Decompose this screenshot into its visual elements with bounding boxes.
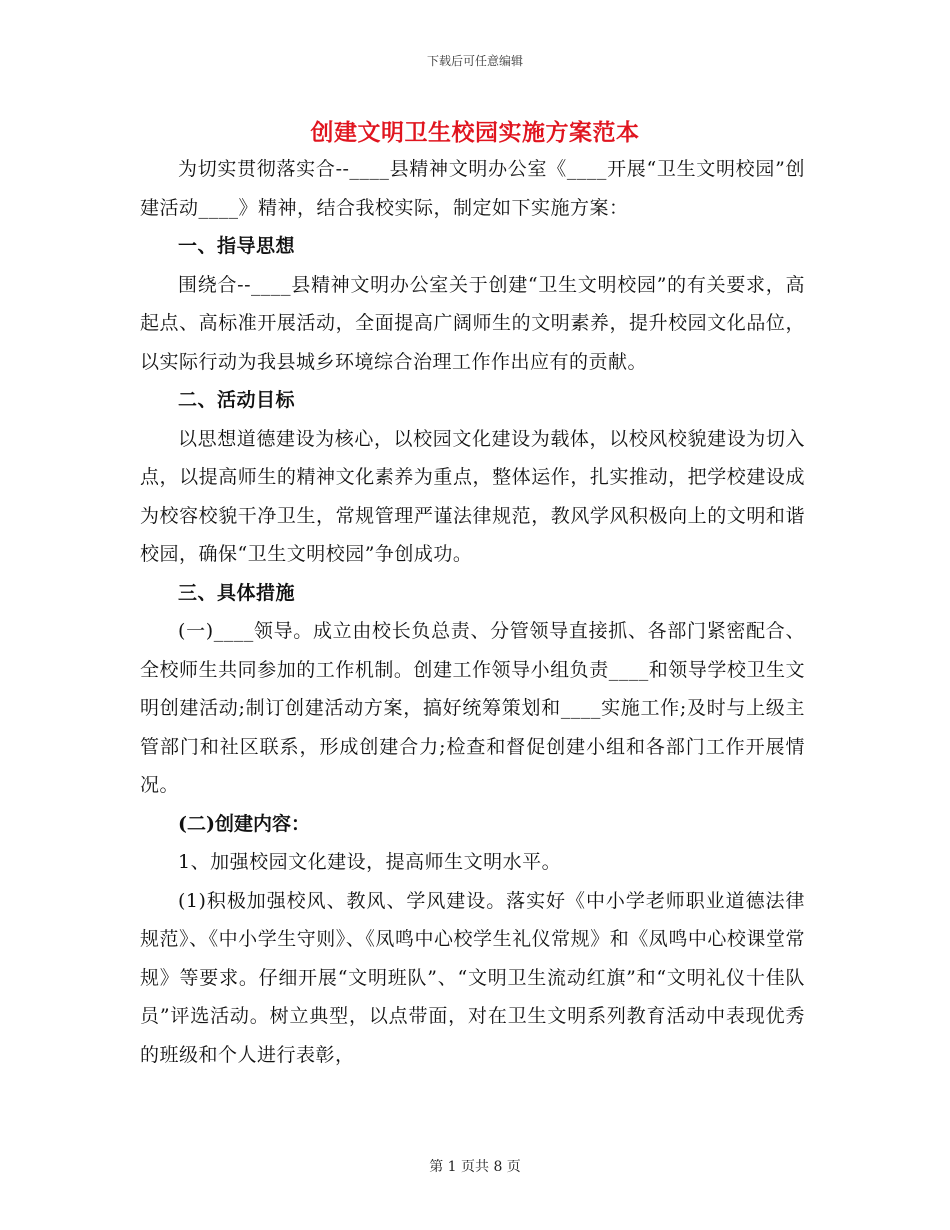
page-footer: 第 1 页共 8 页 — [429, 1159, 521, 1175]
leadership-paragraph: (一)____领导。成立由校长负总责、分管领导直接抓、各部门紧密配合、全校师生共同参加的工作机制。创建工作领导小组负责____和领导学校卫生文明创建活动;制订创建活动方案，搞好统筹策划和____实施工作;及时与上级主管部门和社区联系，形成创建合力;检查和督促创建小组和各部门工作开展情况。 — [140, 620, 805, 796]
document-body — [140, 150, 805, 1074]
section-heading-specific-measures: 三、具体措施 — [178, 581, 296, 604]
intro-paragraph: 为切实贯彻落实合--____县精神文明办公室《____开展“卫生文明校园”创建活动____》精神，结合我校实际，制定如下实施方案： — [140, 158, 805, 219]
section-heading-activity-goals: 二、活动目标 — [178, 389, 296, 411]
activity-goals-paragraph: 以思想道德建设为核心，以校园文化建设为载体，以校风校貌建设为切入点，以提高师生的精神文化素养为重点，整体运作，扎实推动，把学校建设成为校容校貌干净卫生，常规管理严谨法律规范，教风学风积极向上的文明和谐校园，确保“卫生文明校园”争创成功。 — [140, 427, 805, 565]
school-spirit-paragraph: (1)积极加强校风、教风、学风建设。落实好《中小学老师职业道德法律规范》、《中小学生守则》、《凤鸣中心校学生礼仪常规》和《凤鸣中心校课堂常规》等要求。仔细开展“文明班队”、“文明卫生流动红旗”和“文明礼仪十佳队员”评选活动。树立典型，以点带面，对在卫生文明系列教育活动中表现优秀的班级和个人进行表彰， — [140, 889, 805, 1066]
document-title: 创建文明卫生校园实施方案范本 — [310, 119, 640, 146]
campus-culture-item: 1、加强校园文化建设，提高师生文明水平。 — [178, 851, 562, 873]
guiding-ideology-paragraph: 围绕合--____县精神文明办公室关于创建“卫生文明校园”的有关要求，高起点、高标准开展活动，全面提高广阔师生的文明素养，提升校园文化品位，以实际行动为我县城乡环境综合治理工作作出应有的贡献。 — [140, 273, 805, 373]
page-header: 下载后可任意编辑 — [426, 54, 523, 68]
section-heading-guiding-ideology: 一、指导思想 — [178, 235, 296, 257]
sub-heading-creation-content: (二)创建内容： — [178, 812, 310, 835]
